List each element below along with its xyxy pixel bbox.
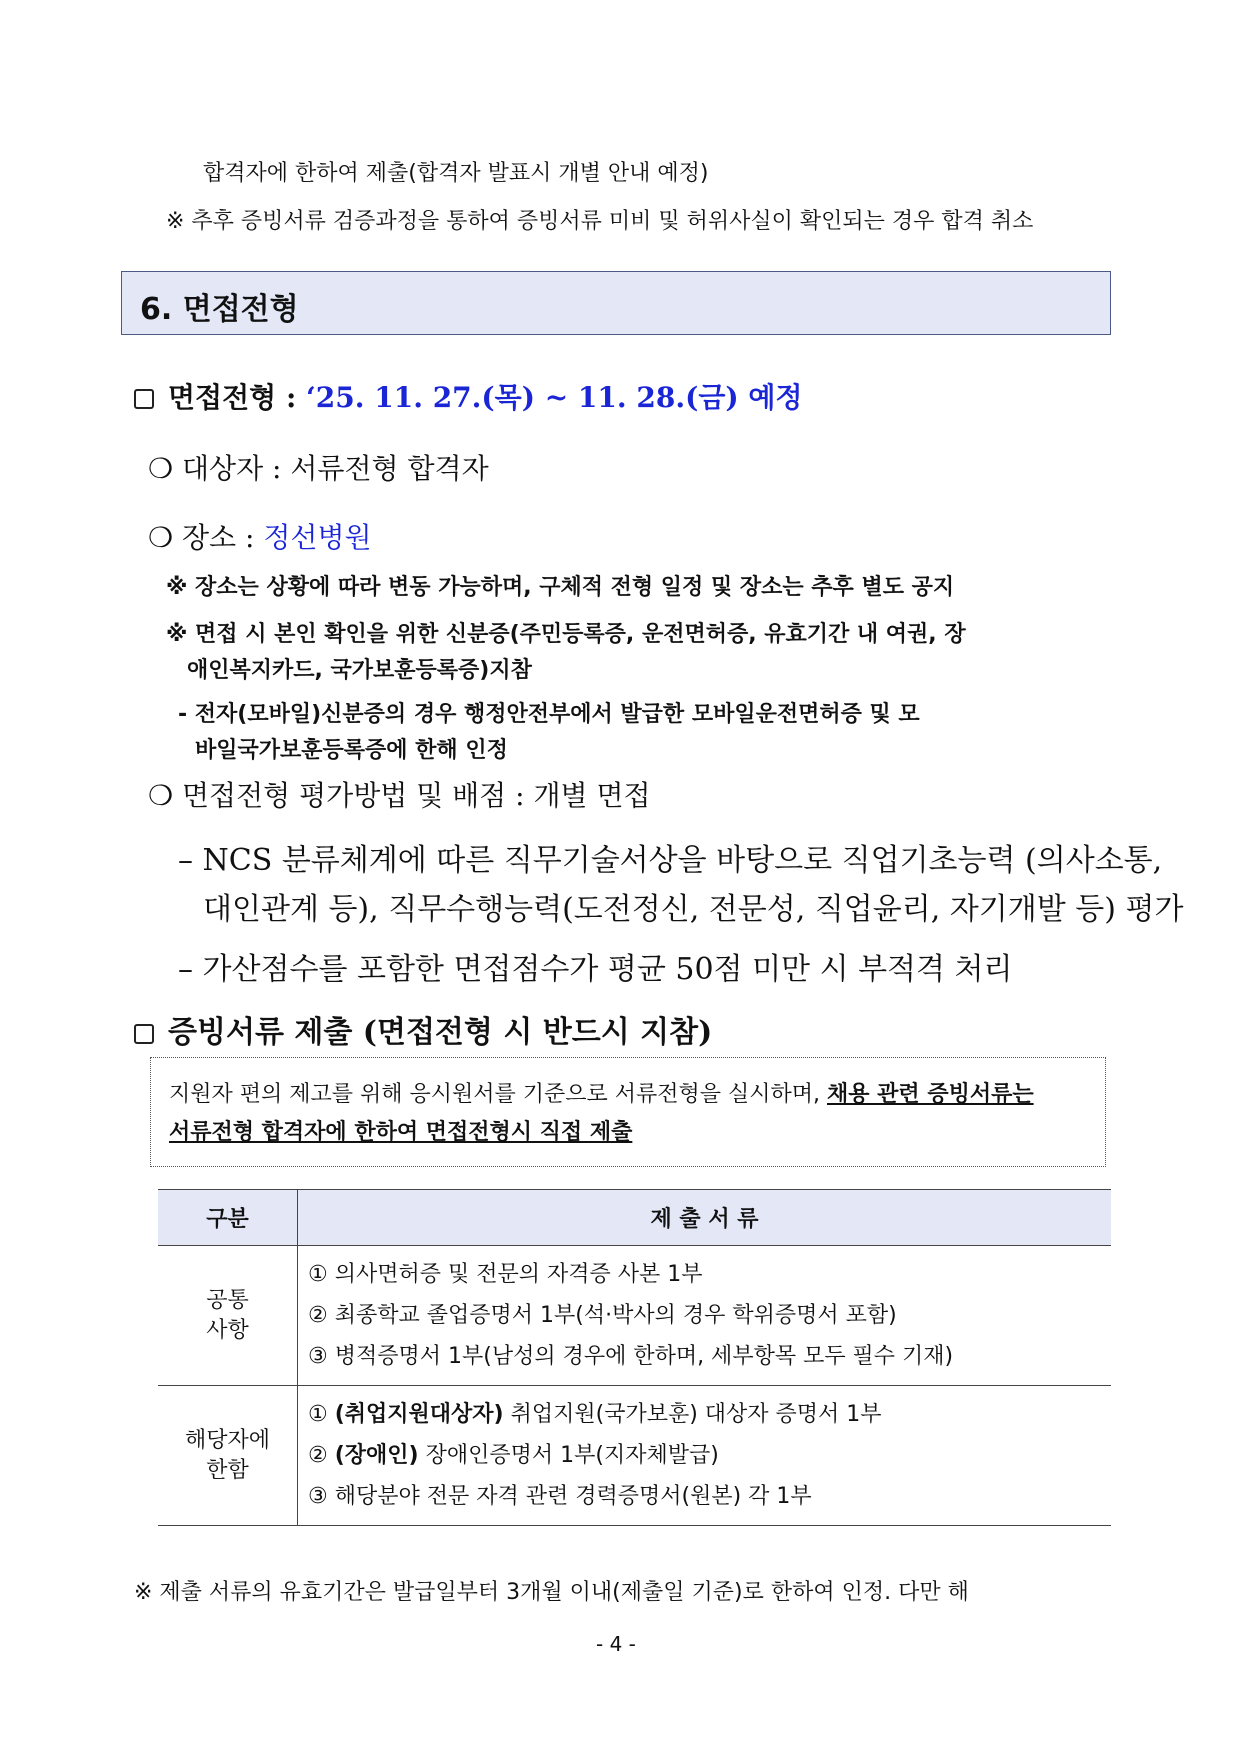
interview-place (148, 516, 372, 556)
row-documents (298, 1386, 1112, 1526)
table-header-row (158, 1190, 1111, 1246)
interview-date: ‘25. 11. 27.(목) ~ 11. 28.(금) 예정 (306, 381, 803, 414)
document-item: ① (취업지원대상자) 취업지원(국가보훈) 대상자 증명서 1부 (308, 1402, 882, 1427)
document-item: ② 최종학교 졸업증명서 1부(석·박사의 경우 학위증명서 포함) (308, 1303, 897, 1328)
place-note: ※ 장소는 상황에 따라 변동 가능하며, 구체적 전형 일정 및 장소는 추후 별도 공지 (166, 575, 955, 600)
section-title: 6. 면접전형 (140, 292, 299, 327)
id-note-line2: 애인복지카드, 국가보훈등록증)지참 (187, 658, 532, 683)
row-category (158, 1246, 298, 1386)
notice-box (150, 1057, 1106, 1167)
evaluation-detail-line2: 대인관계 등), 직무수행능력(도전정신, 전문성, 직업윤리, 자기개발 등) 평가 (203, 892, 1184, 927)
documents-heading (134, 1007, 712, 1051)
category-line: 사항 (206, 1317, 249, 1343)
interview-label: 면접전형 : (168, 381, 297, 414)
checkbox-square-icon (134, 389, 154, 409)
place-label: ❍ 장소 : (148, 521, 264, 554)
category-line: 한함 (206, 1457, 249, 1483)
mobile-id-line2: 바일국가보훈등록증에 한해 인정 (195, 738, 508, 763)
checkbox-square-icon (134, 1024, 154, 1044)
page-number: - 4 - (596, 1632, 636, 1656)
id-note-line1: ※ 면접 시 본인 확인을 위한 신분증(주민등록증, 운전면허증, 유효기간 내 여권, 장 (166, 622, 966, 647)
notice-emphasis-1: 채용 관련 증빙서류는 (827, 1082, 1034, 1107)
interview-schedule (134, 376, 802, 416)
table-row (158, 1246, 1111, 1386)
validity-footnote: ※ 제출 서류의 유효기간은 발급일부터 3개월 이내(제출일 기준)로 한하여 인정. 다만 해 (134, 1580, 969, 1605)
category-line: 공통 (206, 1287, 249, 1313)
notice-emphasis-2: 서류전형 합격자에 한하여 면접전형시 직접 제출 (169, 1120, 633, 1145)
document-item: ③ 해당분야 전문 자격 관련 경력증명서(원본) 각 1부 (308, 1484, 812, 1509)
table-row (158, 1386, 1111, 1526)
evaluation-detail-line1: – NCS 분류체계에 따른 직무기술서상을 바탕으로 직업기초능력 (의사소통, (178, 843, 1163, 878)
documents-heading-text: 증빙서류 제출 (면접전형 시 반드시 지참) (168, 1015, 713, 1050)
evaluation-cutoff: – 가산점수를 포함한 면접점수가 평균 50점 미만 시 부적격 처리 (178, 952, 1013, 987)
column-header-category: 구분 (158, 1190, 298, 1246)
intro-line: 합격자에 한하여 제출(합격자 발표시 개별 안내 예정) (203, 161, 709, 186)
row-category (158, 1386, 298, 1526)
section-header (121, 271, 1111, 335)
column-header-documents: 제 출 서 류 (298, 1190, 1112, 1246)
category-line: 해당자에 (184, 1427, 270, 1453)
notice-text: 지원자 편의 제고를 위해 응시원서를 기준으로 서류전형을 실시하며, (169, 1082, 827, 1107)
document-item: ③ 병적증명서 1부(남성의 경우에 한하며, 세부항목 모두 필수 기재) (308, 1344, 954, 1369)
interview-target: ❍ 대상자 : 서류전형 합격자 (148, 452, 489, 485)
documents-table (158, 1189, 1111, 1526)
mobile-id-line1: - 전자(모바일)신분증의 경우 행정안전부에서 발급한 모바일운전면허증 및 모 (178, 702, 920, 727)
evaluation-method: ❍ 면접전형 평가방법 및 배점 : 개별 면접 (148, 779, 651, 812)
document-item: ② (장애인) 장애인증명서 1부(지자체발급) (308, 1443, 719, 1468)
row-documents (298, 1246, 1112, 1386)
place-value: 정선병원 (263, 521, 372, 554)
document-item: ① 의사면허증 및 전문의 자격증 사본 1부 (308, 1262, 703, 1287)
verification-note: ※ 추후 증빙서류 검증과정을 통하여 증빙서류 미비 및 허위사실이 확인되는 경우 합격 취소 (166, 209, 1034, 234)
